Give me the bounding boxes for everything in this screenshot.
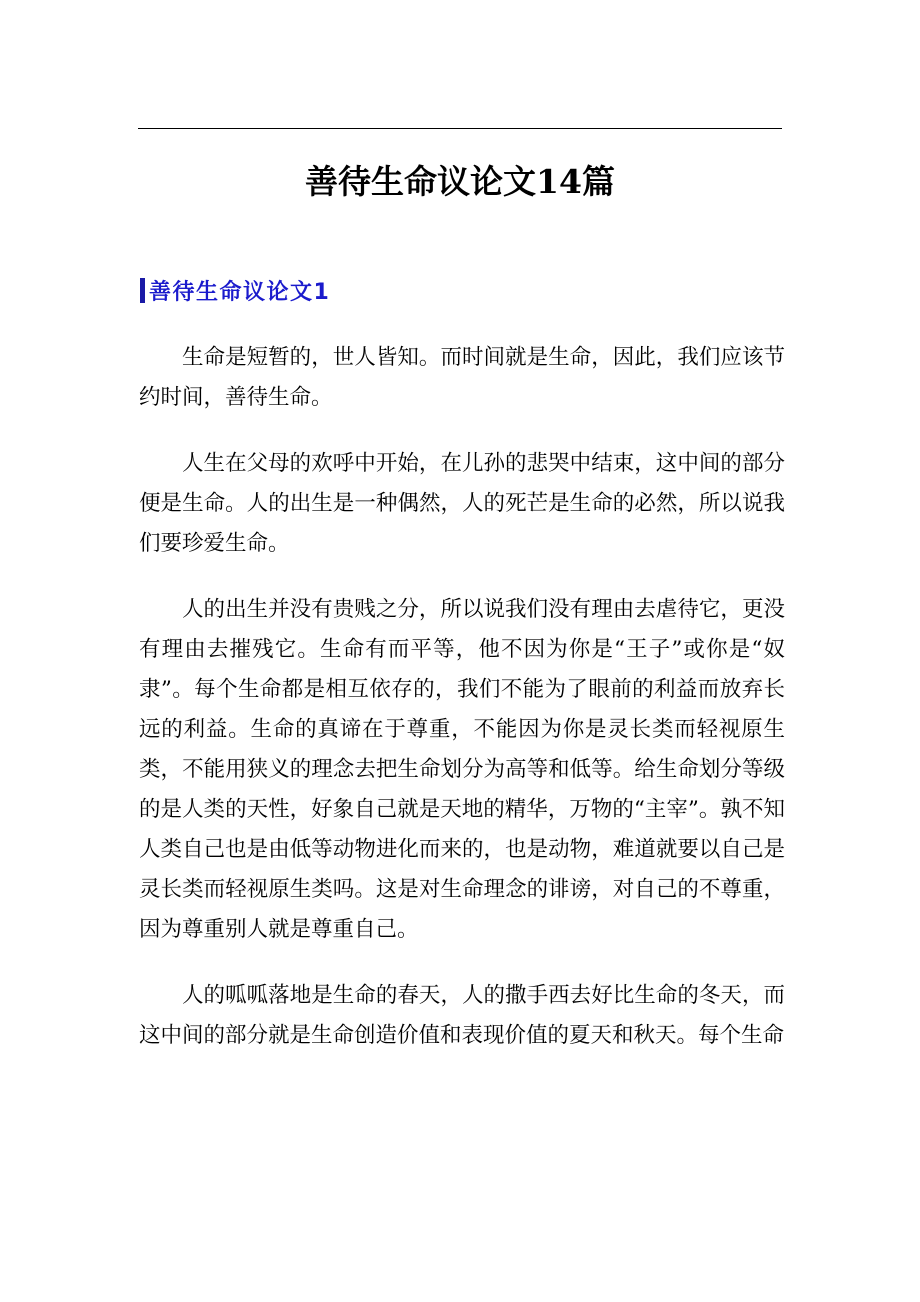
document-title: 善待生命议论文14篇	[305, 162, 615, 201]
body-text	[139, 338, 785, 1082]
paragraph-3: 人的出生并没有贵贱之分，所以说我们没有理由去虐待它，更没有理由去摧残它。生命有而平等，他不因为你是“王子”或你是“奴隶”。每个生命都是相互依存的，我们不能为了眼前的利益而放弃长远的利益。生命的真谛在于尊重，不能因为你是灵长类而轻视原生类，不能用狭义的理念去把生命划分为高等和低等。给生命划分等级的是人类的天性，好象自己就是天地的精华，万物的“主宰”。孰不知人类自己也是由低等动物进化而来的，也是动物，难道就要以自己是灵长类而轻视原生类吗。这是对生命理念的诽谤，对自己的不尊重，因为尊重别人就是尊重自己。	[139, 597, 785, 942]
paragraph-1: 生命是短暂的，世人皆知。而时间就是生命，因此，我们应该节约时间，善待生命。	[139, 345, 785, 410]
section-heading-text: 善待生命议论文1	[149, 279, 331, 305]
section-heading	[140, 270, 330, 310]
paragraph-4: 人的呱呱落地是生命的春天，人的撒手西去好比生命的冬天，而这中间的部分就是生命创造价值和表现价值的夏天和秋天。每个生命	[139, 983, 785, 1048]
header-rule	[138, 128, 782, 129]
heading-bar-icon	[140, 278, 145, 303]
paragraph-2: 人生在父母的欢呼中开始，在儿孙的悲哭中结束，这中间的部分便是生命。人的出生是一种偶然，人的死芒是生命的必然，所以说我们要珍爱生命。	[139, 451, 785, 556]
